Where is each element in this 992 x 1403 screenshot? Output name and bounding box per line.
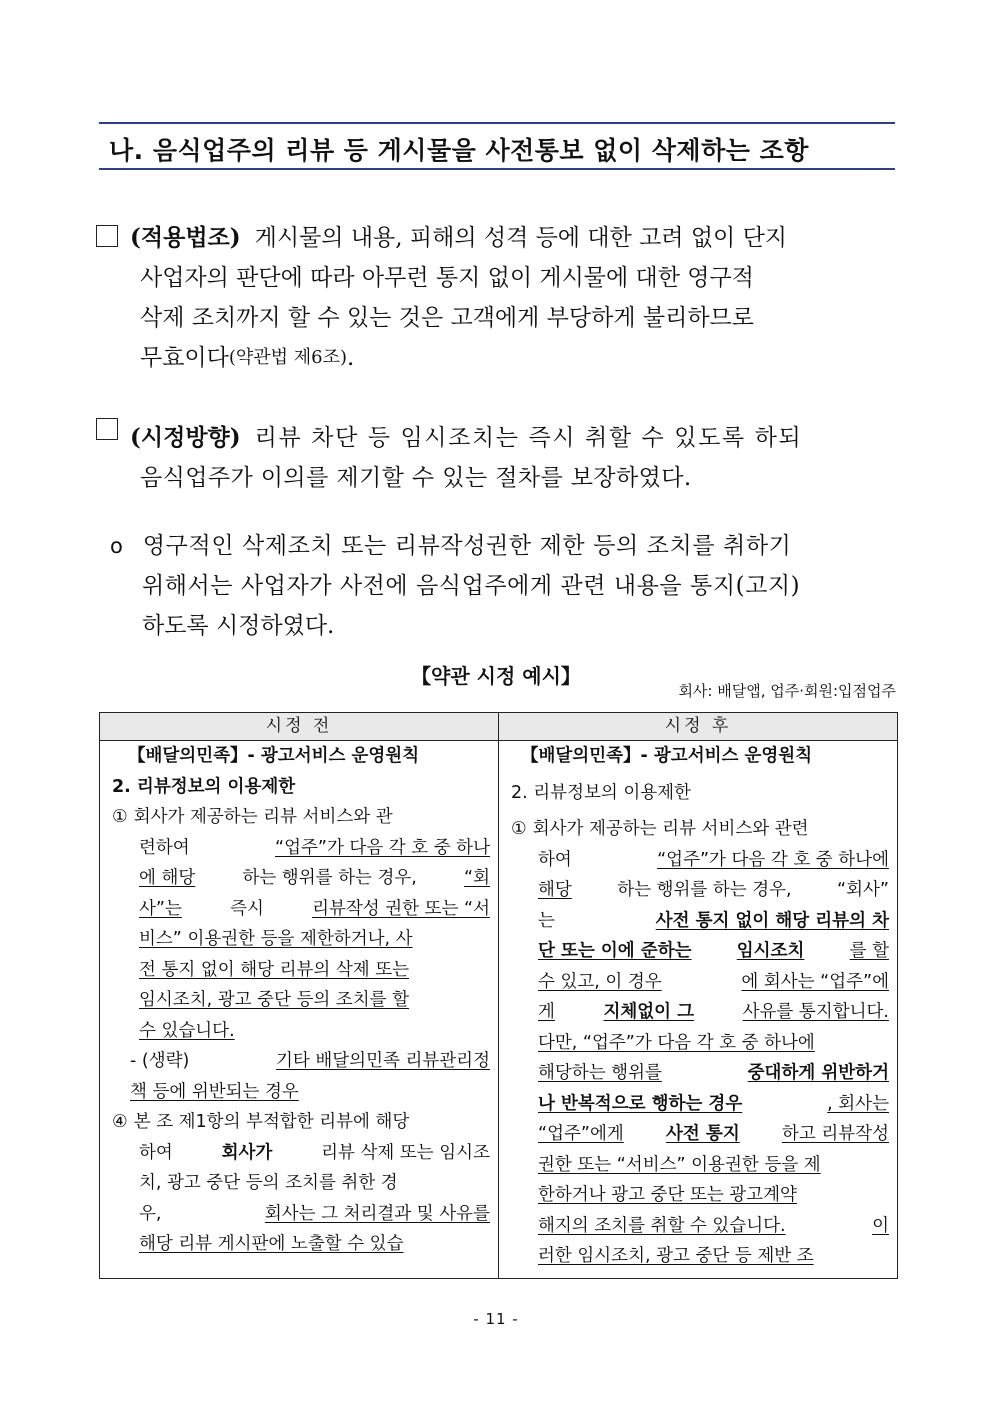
clause-line [112, 1199, 490, 1230]
clause-text: 즉시 [230, 898, 264, 919]
clause-text-underlined: 임시조치, 광고 중단 등의 조치를 할 [139, 990, 410, 1010]
clause-text: 하여 [538, 849, 572, 870]
clause-text-underlined: 하고 리뷰작성 [781, 1124, 889, 1144]
clause-line [112, 924, 490, 955]
clause-line [112, 1107, 490, 1138]
clause-line [112, 1138, 490, 1169]
clause-line [511, 1211, 889, 1242]
table-header-after: 시정 후 [499, 713, 897, 741]
clause-text-underlined: , 회사는 [827, 1093, 889, 1114]
clause-text: 하는 행위를 하는 경우, [242, 868, 417, 888]
clause-text-bold-underlined: 나 반복적으로 행하는 경우 [538, 1093, 743, 1114]
clause-line [112, 1016, 490, 1047]
table-header-before: 시정 전 [100, 713, 499, 741]
clause-text-underlined: “업주”가 다음 각 호 중 하나 [275, 837, 490, 858]
clause-title: 【배달의민족】- 광고서비스 운영원칙 [128, 746, 420, 766]
paragraph-line [96, 338, 900, 378]
item-number: ① [511, 819, 527, 839]
section-heading-text: 나. 음식업주의 리뷰 등 게시물을 사전통보 없이 삭제하는 조항 [109, 136, 809, 165]
clause-text: “회사” [837, 880, 889, 900]
clause-line [112, 1077, 490, 1108]
bullet-circle: o [110, 534, 123, 558]
clause-text: 회사가 제공하는 리뷰 서비스와 관련 [532, 819, 809, 839]
clause-text-underlined: 해지의 조치를 취할 수 있습니다. [538, 1215, 786, 1236]
paragraph-lead: (적용법조) [130, 224, 241, 251]
clause-line [511, 1180, 889, 1211]
clause-line [511, 1150, 889, 1181]
example-note: 회사: 배달앱, 업주·회원:입점업주 [678, 682, 896, 700]
paragraph-line: 음식업주가 이의를 제기할 수 있는 절차를 보장하였다. [140, 465, 692, 491]
example-title: 【약관 시정 예시】 [411, 664, 581, 688]
clause-text-underlined: 수 있습니다. [139, 1020, 235, 1041]
paragraph-line: 사업자의 판단에 따라 아무런 통지 없이 게시물에 대한 영구적 [140, 265, 754, 291]
clause-text: 회사가 제공하는 리뷰 서비스와 관 [133, 807, 393, 827]
clause-text: - (생략) [130, 1051, 190, 1071]
clause-text-underlined: 에 해당 [139, 868, 196, 888]
clause-text: 치, 광고 중단 등의 조치를 취한 경 [139, 1173, 398, 1193]
paragraph-text: 영구적인 삭제조치 또는 리뷰작성권한 제한 등의 조치를 취하기 [142, 533, 792, 559]
paragraph-line: 위해서는 사업자가 사전에 음식업주에게 관련 내용을 통지(고지) [142, 573, 801, 599]
clause-text-underlined: 권한 또는 “서비스” 이용권한 등을 제 [538, 1154, 821, 1175]
paragraph-line: 삭제 조치까지 할 수 있는 것은 고객에게 부당하게 불리하므로 [140, 305, 754, 331]
checkbox-square-icon [96, 225, 118, 247]
clause-line [511, 1028, 889, 1059]
clause-line [511, 1058, 889, 1089]
clause-text-bold: 회사가 [221, 1142, 273, 1163]
paragraph-period: . [347, 345, 355, 371]
clause-text-underlined: 회사는 그 처리결과 및 사유를 [264, 1203, 490, 1224]
clause-text-underlined: 이 [872, 1215, 889, 1236]
clause-text-underlined: 사유를 통지합니다. [742, 1002, 889, 1022]
clause-text-underlined: “업주”에게 [538, 1124, 624, 1144]
clause-text-bold-underlined: 지체없이 그 [603, 1002, 695, 1022]
law-reference: (약관법 제6조) [228, 347, 348, 368]
clause-text-bold-underlined: 중대하게 위반하거 [747, 1063, 889, 1083]
table-divider [498, 713, 499, 1278]
item-number: ① [112, 807, 128, 827]
before-column [112, 741, 490, 1260]
paragraph-text: 게시물의 내용, 피해의 성격 등에 대한 고려 없이 단지 [254, 225, 788, 251]
clause-line [511, 1119, 889, 1150]
clause-text-underlined: 기타 배달의민족 리뷰관리정 [276, 1051, 490, 1071]
clause-text-underlined: 해당 리뷰 게시판에 노출할 수 있습 [139, 1234, 404, 1254]
checkbox-square-icon [96, 418, 118, 440]
clause-text-underlined: 리뷰작성 권한 또는 “서 [312, 898, 490, 919]
clause-line [112, 833, 490, 864]
clause-text-underlined: 에 회사는 “업주”에 [741, 971, 889, 992]
after-column [511, 741, 889, 1272]
clause-line [511, 814, 889, 845]
correction-direction-paragraph [96, 418, 866, 498]
clause-line [112, 863, 490, 894]
item-number: ④ [112, 1112, 128, 1132]
clause-text-underlined: 다만, “업주”가 다음 각 호 중 하나에 [538, 1032, 815, 1053]
clause-text-bold-underlined: 사전 통지 없이 해당 리뷰의 차 [655, 910, 889, 931]
comparison-table [99, 712, 898, 1279]
clause-text: 하는 행위를 하는 경우, [617, 880, 792, 900]
clause-text-underlined: 비스” 이용권한 등을 제한하거나, 사 [139, 929, 413, 949]
clause-line [112, 985, 490, 1016]
clause-text-underlined: “업주”가 다음 각 호 중 하나에 [657, 849, 889, 870]
clause-text-underlined: 를 할 [849, 941, 889, 961]
paragraph-line: 하도록 시정하였다. [142, 613, 335, 639]
paragraph-text: 무효이다 [140, 345, 229, 371]
clause-text-underlined: “회 [464, 868, 490, 888]
applicable-law-paragraph [96, 218, 900, 378]
clause-text-underlined: 해당하는 행위를 [538, 1063, 662, 1083]
clause-text: 본 조 제1항의 부적합한 리뷰에 해당 [133, 1112, 410, 1132]
paragraph-line [110, 526, 900, 566]
clause-title: 【배달의민족】- 광고서비스 운영원칙 [521, 746, 813, 766]
clause-line [112, 955, 490, 986]
clause-text-bold-underlined: 임시조치 [736, 941, 805, 961]
clause-text: 리뷰 삭제 또는 임시조 [321, 1142, 490, 1163]
paragraph-text: 리뷰 차단 등 임시조치는 즉시 취할 수 있도록 하되 [254, 425, 803, 451]
section-heading [99, 122, 895, 170]
clause-text-bold-underlined: 사전 통지 [666, 1124, 740, 1144]
clause-text-underlined: 전 통지 없이 해당 리뷰의 삭제 또는 [139, 959, 410, 980]
page-number: - 11 - [473, 1310, 519, 1328]
clause-line [511, 1089, 889, 1120]
clause-line [112, 802, 490, 833]
clause-line [112, 1229, 490, 1260]
clause-line [511, 845, 889, 876]
bullet-paragraph [110, 526, 900, 646]
clause-text-underlined: 수 있고, 이 경우 [538, 971, 662, 992]
paragraph-line [96, 418, 866, 458]
clause-text: 련하여 [139, 837, 190, 858]
clause-line [511, 875, 889, 906]
clause-line [511, 967, 889, 998]
clause-text: 는 [538, 910, 555, 931]
clause-text-underlined: 한하거나 광고 중단 또는 광고계약 [538, 1185, 797, 1205]
clause-text-underlined: 사”는 [139, 898, 182, 919]
clause-line [511, 1241, 889, 1272]
clause-text-underlined: 책 등에 위반되는 경우 [130, 1081, 299, 1102]
clause-line [511, 936, 889, 967]
clause-text-bold-underlined: 단 또는 이에 준하는 [538, 941, 692, 961]
paragraph-line [96, 218, 900, 258]
clause-text-underlined: 게 [538, 1002, 555, 1022]
clause-line [112, 1168, 490, 1199]
paragraph-lead: (시정방향) [130, 424, 241, 451]
clause-text-underlined: 해당 [538, 880, 572, 900]
clause-text: 우, [139, 1203, 162, 1224]
clause-line [511, 906, 889, 937]
clause-line [112, 1046, 490, 1077]
clause-text: 하여 [139, 1142, 173, 1163]
clause-text-underlined: 러한 임시조치, 광고 중단 등 제반 조 [538, 1246, 814, 1266]
clause-section: 2. 리뷰정보의 이용제한 [511, 782, 691, 803]
clause-section: 2. 리뷰정보의 이용제한 [112, 776, 296, 797]
clause-line [511, 997, 889, 1028]
clause-line [112, 894, 490, 925]
